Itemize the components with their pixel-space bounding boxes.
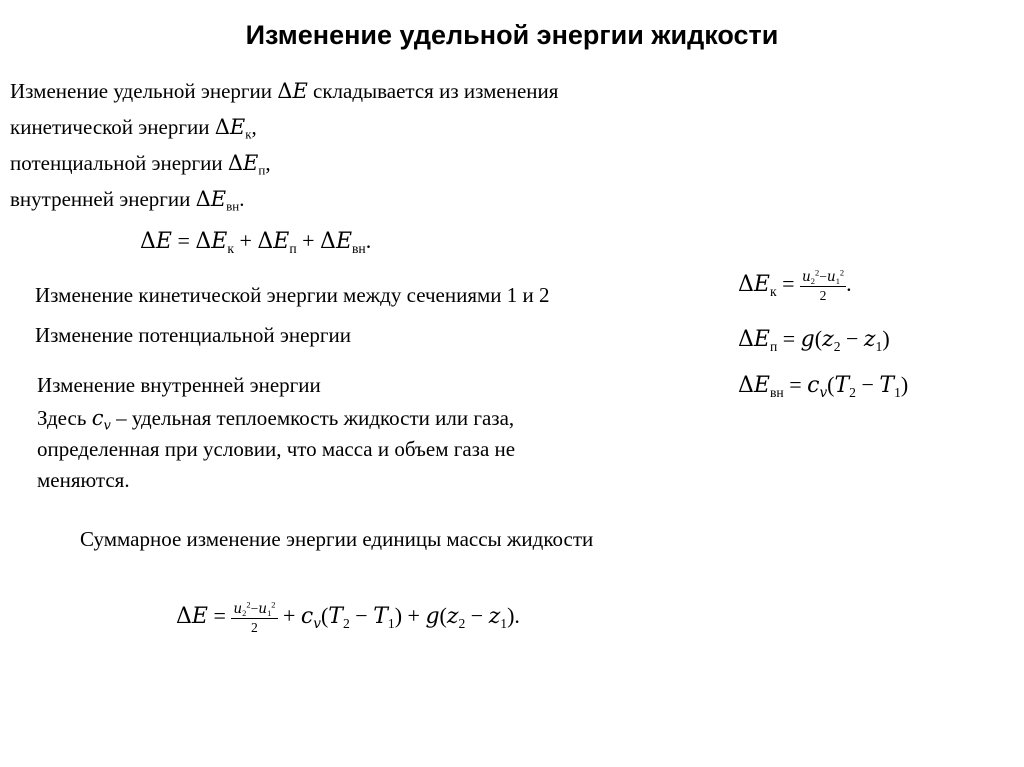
kinetic-label: Изменение кинетической энергии между сечениями 1 и 2 <box>35 283 550 307</box>
equation-kinetic: $\Delta E_к$ = $\frac{u_2^2-u_1^2}{2}$ . <box>738 267 852 304</box>
slide-title: Изменение удельной энергии жидкости <box>245 20 779 50</box>
here-line-1: Здесь $c_v$ – удельная теплоемкость жидкости или газа, <box>37 406 515 434</box>
here-line-2: определенная при условии, что масса и объем газа не <box>37 437 516 461</box>
internal-label: Изменение внутренней энергии <box>37 373 321 397</box>
here-line-3: меняются. <box>37 468 130 492</box>
equation-summary: ΔE = $\frac{u_2^2-u_1^2}{2}$ + $c_v(T_2 - T_1) + g(z_2 - z_1)$. <box>176 599 520 636</box>
intro-line-4: внутренней энергии $\Delta E_{вн}$. <box>10 187 245 214</box>
intro-line-1: Изменение удельной энергии ΔE складывается из изменения <box>10 79 559 103</box>
intro-line-2: кинетической энергии $\Delta E_к$, <box>10 115 257 142</box>
summary-label: Суммарное изменение энергии единицы массы жидкости <box>80 527 594 551</box>
potential-label: Изменение потенциальной энергии <box>35 323 352 347</box>
equation-potential: $\Delta E_п = g(z_2 - z_1)$ <box>738 326 890 354</box>
intro-line-3: потенциальной энергии $\Delta E_п$, <box>10 151 271 178</box>
equation-total: $\Delta E = \Delta E_к + \Delta E_п + \Delta E_{вн}$. <box>140 228 372 256</box>
equation-internal: $\Delta E_{вн} = c_v(T_2 - T_1)$ <box>738 372 909 401</box>
